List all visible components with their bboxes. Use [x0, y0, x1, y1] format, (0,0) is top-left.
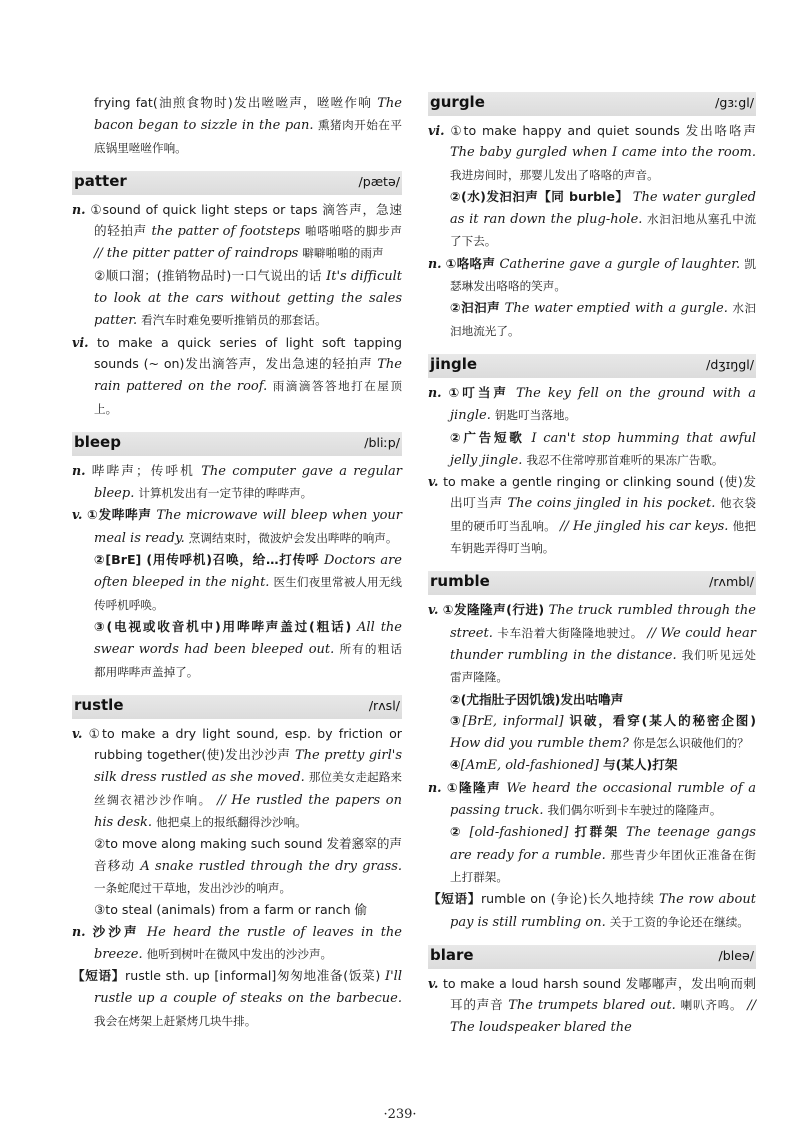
- headword-gurgle: gurgle: [430, 93, 485, 111]
- patter-verb-sense: vi. to make a quick series of light soft tapping sounds (~ on)发出滴答声，发出急速的轻拍声 The rain pattered on the roof. 雨滴滴答答地打在屋顶上。: [72, 334, 402, 416]
- headword-patter: patter: [74, 171, 127, 190]
- page-number: ·239·: [383, 1107, 417, 1122]
- rustle-phrase: 【短语】rustle sth. up [informal]匆匆地准备(饭菜) I'll rustle up a couple of steaks on the barbecue. 我会在烤架上赶紧烤几块牛排。: [72, 968, 402, 1028]
- patter-noun-sense-2: ②顺口溜；(推销物品时)一口气说出的话 It's difficult to look at the cars without getting the sales patter. 看汽车时难免要听推销员的那套话。: [94, 267, 402, 329]
- gurgle-noun-sense-1: n. ①咯咯声 Catherine gave a gurgle of laughter. 凯瑟琳发出咯咯的笑声。: [428, 255, 756, 294]
- headword-rumble: rumble: [430, 572, 490, 591]
- left-column: [72, 92, 402, 1032]
- pronunciation-blare: /bleə/: [718, 947, 754, 963]
- headword-jingle: jingle: [430, 354, 478, 373]
- entry-header-jingle: [428, 354, 756, 378]
- frying-definition: frying fat(油煎食物时)发出咝咝声，咝咝作响: [94, 95, 373, 110]
- pos-label: v.: [428, 602, 439, 618]
- patter-noun-sense-1: n. ①sound of quick light steps or taps 滴答声，急速的轻拍声 the patter of footsteps 啪嗒啪嗒的脚步声 // the pitter patter of raindrops 噼噼啪啪的雨声: [72, 201, 402, 262]
- rustle-verb-sense-1: v. ①to make a dry light sound, esp. by friction or rubbing together(使)发出沙沙声 The pretty girl's silk dress rustled as she moved. 那位美女走起路来丝绸衣裙沙沙作响。 // He rustled the papers on his desk. 他把桌上的报纸翻得沙沙响。: [72, 725, 402, 831]
- entry-header-rustle: [72, 695, 402, 719]
- pos-label: n.: [72, 462, 86, 478]
- rustle-verb-sense-3: ③to steal (animals) from a farm or ranch 偷: [94, 902, 368, 918]
- pos-label: n.: [428, 779, 442, 795]
- bleep-verb-sense-1: v. ①发哔哔声 The microwave will bleep when your meal is ready. 烹调结束时，微波炉会发出哔哔的响声。: [72, 507, 402, 546]
- pos-label: v.: [72, 725, 83, 741]
- blare-verb-sense: v. to make a loud harsh sound 发嘟嘟声，发出响而刺耳的声音 The trumpets blared out. 喇叭齐鸣。 // The loudspeaker blared the: [428, 975, 756, 1036]
- rumble-verb-sense-2: ②(尤指肚子因饥饿)发出咕噜声: [450, 691, 624, 707]
- rumble-verb-sense-4: ④[AmE, old-fashioned] 与(某人)打架: [450, 757, 678, 774]
- rumble-verb-sense-3: ③[BrE, informal] 识破，看穿(某人的秘密企图) How did you rumble them? 你是怎么识破他们的？: [450, 712, 756, 752]
- entry-header-rumble: [428, 571, 756, 595]
- rustle-noun-sense: n. 沙沙声 He heard the rustle of leaves in the breeze. 他听到树叶在微风中发出的沙沙声。: [72, 923, 402, 962]
- rumble-phrase: 【短语】rumble on (争论)长久地持续 The row about pay is still rumbling on. 关于工资的争论还在继续。: [428, 891, 756, 930]
- pos-label: v.: [72, 507, 83, 523]
- jingle-verb-sense: v. to make a gentle ringing or clinking sound (使)发出叮当声 The coins jingled in his pocket. 他衣袋里的硬币叮当乱响。 // He jingled his car keys. 他把车钥匙弄得叮当响。: [428, 474, 756, 556]
- pronunciation-bleep: /bliːp/: [364, 434, 400, 450]
- pronunciation-patter: /pætə/: [358, 173, 400, 189]
- rustle-verb-sense-2: ②to move along making such sound 发着窸窣的声音移动 A snake rustled through the dry grass. 一条蛇爬过干草地，发出沙沙的响声。: [94, 836, 403, 895]
- frying-continuation: [72, 92, 402, 159]
- frying-translation: 熏猪肉开始在平底锅里咝咝作响。: [94, 118, 402, 155]
- bleep-verb-sense-3: ③(电视或收音机中)用哔哔声盖过(粗话) All the swear words had been bleeped out. 所有的粗话都用哔哔声盖掉了。: [94, 618, 402, 679]
- gurgle-noun-sense-2: ②汩汩声 The water emptied with a gurgle. 水汩汩地流光了。: [450, 300, 756, 338]
- gurgle-verb-sense-2: ②(水)发汩汩声【同 burble】 The water gurgled as it ran down the plug-hole. 水汩汩地从塞孔中流了下去。: [450, 188, 756, 249]
- jingle-noun-sense-1: n. ①叮当声 The key fell on the ground with a jingle. 钥匙叮当落地。: [428, 384, 756, 424]
- entry-header-gurgle: [428, 92, 756, 116]
- pos-label: n.: [428, 384, 442, 400]
- headword-rustle: rustle: [74, 695, 124, 714]
- pronunciation-rustle: /rʌsl/: [368, 697, 400, 713]
- gurgle-verb-sense-1: vi. ①to make happy and quiet sounds 发出咯咯声 The baby gurgled when I came into the room. 我进房间时，那婴儿发出了咯咯的声音。: [428, 123, 756, 182]
- bleep-verb-sense-2: ②[BrE] (用传呼机)召唤，给…打传呼 Doctors are often bleeped in the night. 医生们夜里常被人用无线传呼机呼唤。: [94, 552, 402, 612]
- rumble-noun-sense-2: ② [old-fashioned] 打群架 The teenage gangs are ready for a rumble. 那些青少年团伙正准备在街上打群架。: [450, 824, 756, 884]
- headword-bleep: bleep: [74, 432, 121, 451]
- headword-blare: blare: [430, 945, 474, 964]
- pos-label: n.: [72, 201, 86, 217]
- rumble-verb-sense-1: v. ①发隆隆声(行进) The truck rumbled through the street. 卡车沿着大街隆隆地驶过。 // We could hear thunder rumbling in the distance. 我们听见远处雷声隆隆。: [428, 602, 756, 685]
- jingle-noun-sense-2: ②广告短歌 I can't stop humming that awful jelly jingle. 我忍不住常哼那首难听的果冻广告歌。: [450, 429, 756, 468]
- rumble-noun-sense-1: n. ①隆隆声 We heard the occasional rumble of a passing truck. 我们偶尔听到卡车驶过的隆隆声。: [428, 779, 756, 819]
- pos-label: vi.: [428, 123, 445, 138]
- pos-label: v.: [428, 975, 439, 991]
- pronunciation-gurgle: /gɜːgl/: [715, 95, 754, 110]
- entry-header-blare: [428, 945, 756, 969]
- bleep-noun-sense: n. 哔哔声；传呼机 The computer gave a regular bleep. 计算机发出有一定节律的哔哔声。: [72, 462, 402, 502]
- entry-header-patter: [72, 171, 402, 195]
- pronunciation-jingle: /dʒɪŋgl/: [706, 356, 754, 372]
- entry-header-bleep: [72, 432, 402, 456]
- pronunciation-rumble: /rʌmbl/: [709, 574, 754, 590]
- right-column: [428, 92, 756, 1039]
- pos-label: n.: [428, 255, 442, 271]
- frying-example: The bacon began to sizzle in the pan.: [94, 96, 402, 134]
- pos-label: vi.: [72, 334, 89, 350]
- pos-label: n.: [72, 923, 86, 939]
- pos-label: v.: [428, 474, 439, 490]
